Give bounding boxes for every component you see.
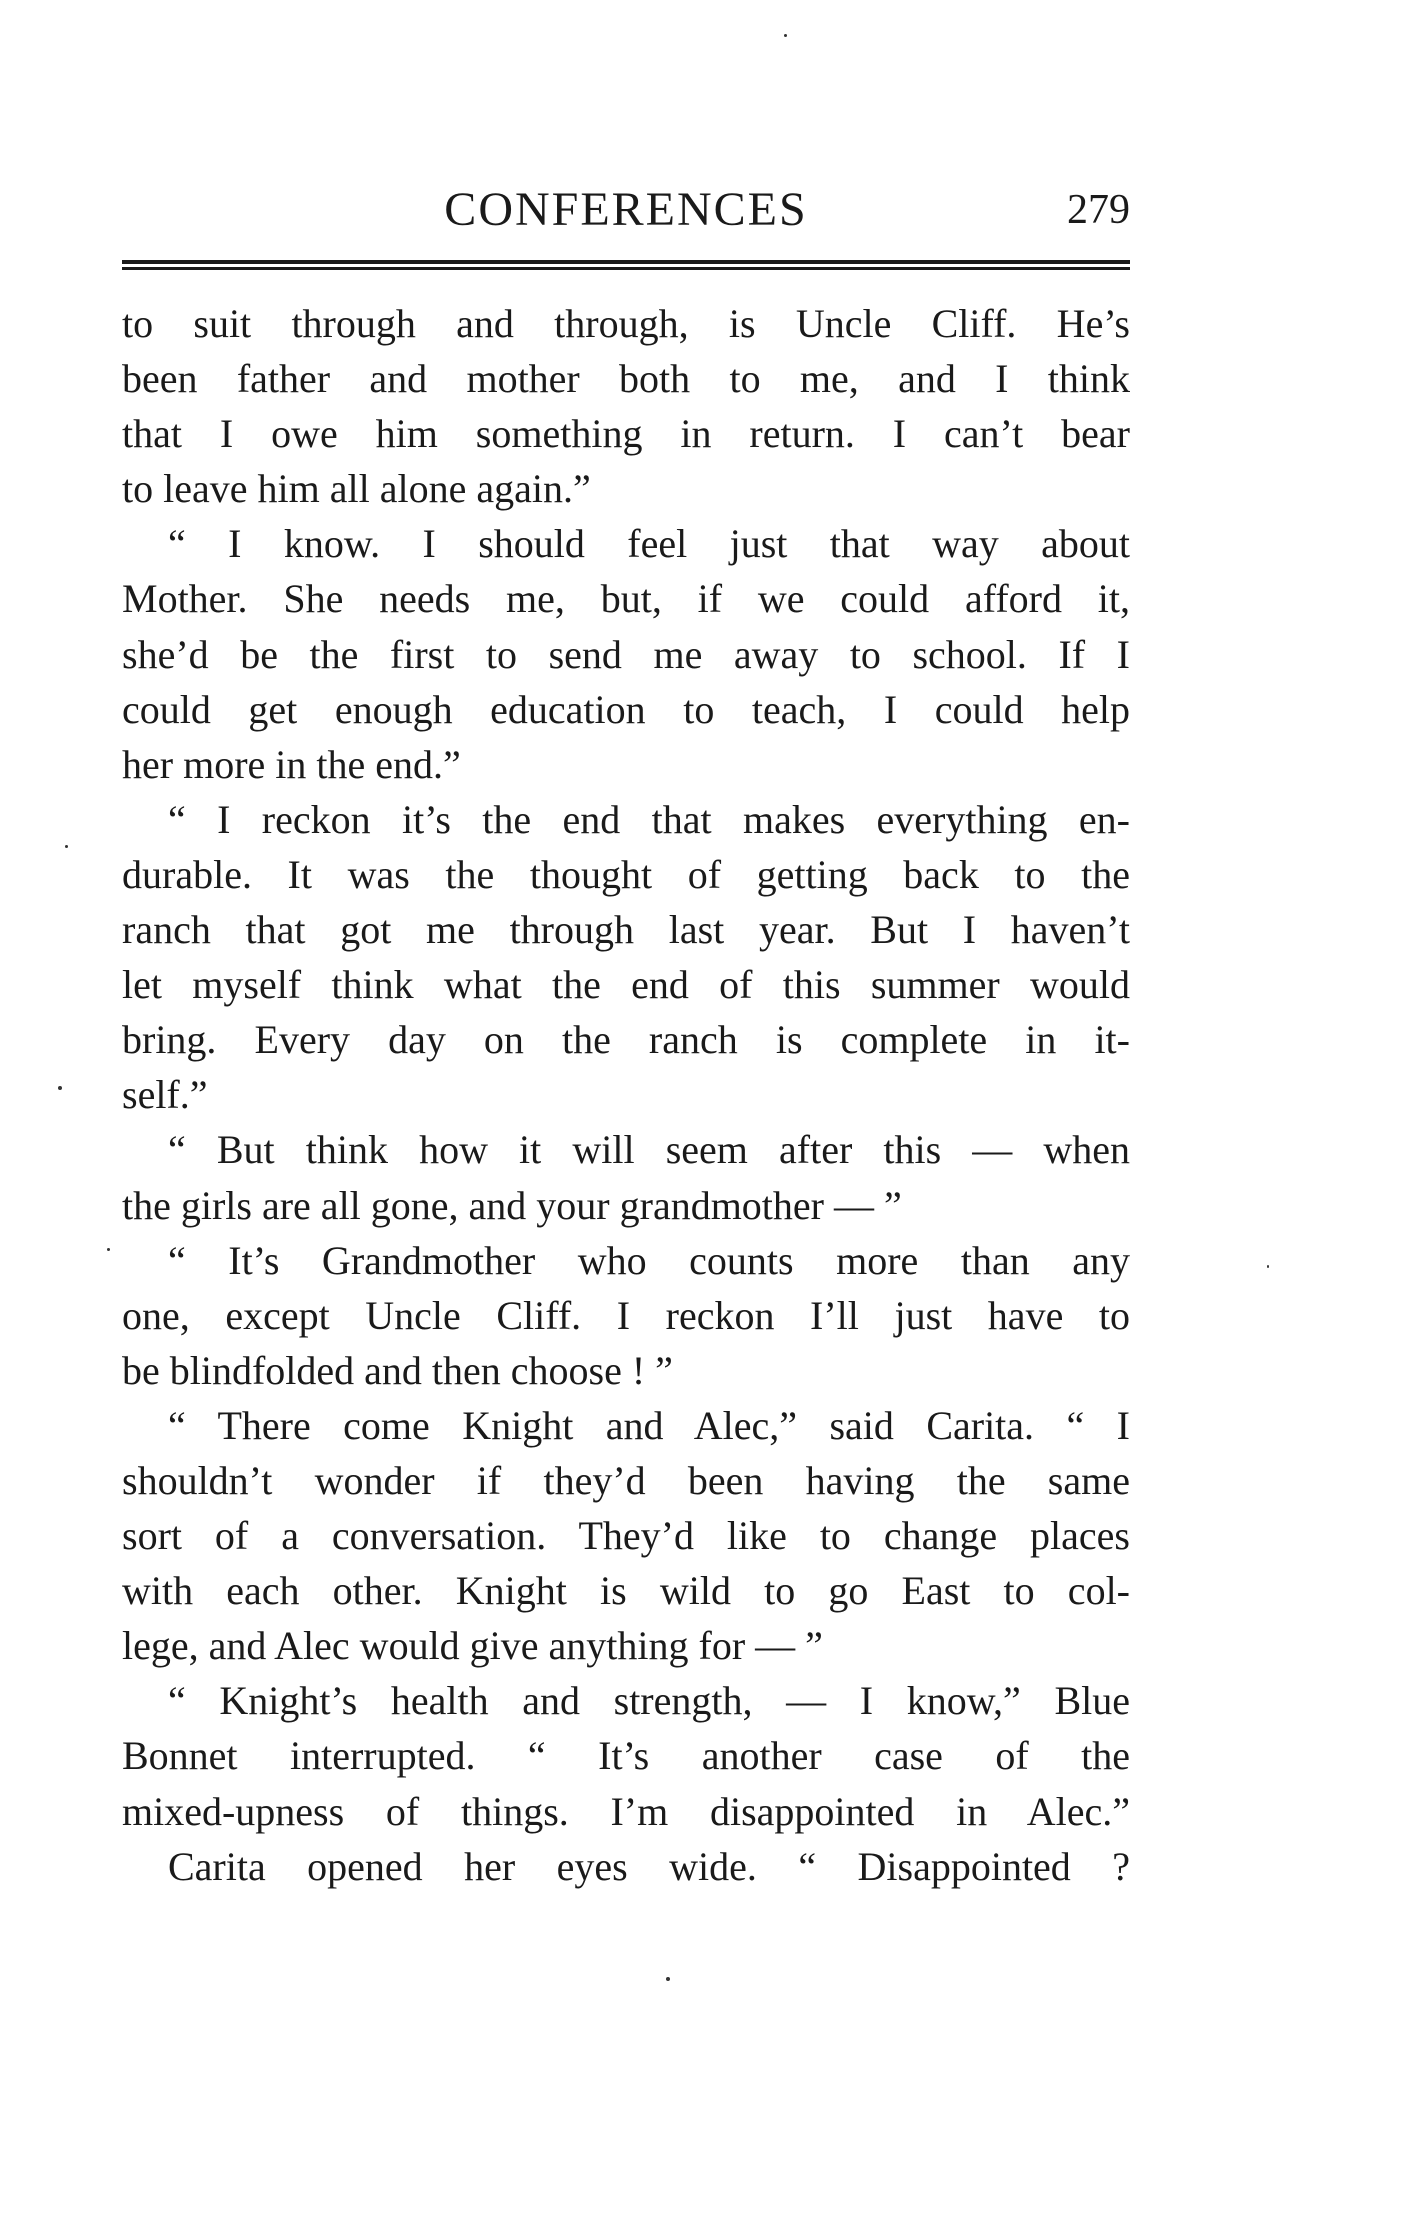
text-line: ranch that got me through last year. But I haven’t: [122, 907, 1130, 953]
page-header: [122, 180, 1130, 240]
ink-speck: [107, 1248, 110, 1251]
text-line: self.”: [122, 1072, 208, 1118]
text-line: “ I know. I should feel just that way about: [168, 521, 1130, 567]
text-line: one, except Uncle Cliff. I reckon I’ll just have to: [122, 1292, 1130, 1338]
text-line: Bonnet interrupted. “ It’s another case of the: [122, 1733, 1130, 1779]
header-rule-top: [122, 260, 1130, 264]
text-line: “ Knight’s health and strength, — I know,” Blue: [168, 1678, 1130, 1724]
ink-speck: [65, 845, 68, 848]
ink-speck: [58, 1086, 62, 1090]
page-number: 279: [1067, 187, 1130, 233]
text-line: durable. It was the thought of getting back to the: [122, 851, 1130, 897]
text-line: been father and mother both to me, and I think: [122, 356, 1130, 402]
text-line: shouldn’t wonder if they’d been having the same: [122, 1457, 1130, 1503]
text-line: “ It’s Grandmother who counts more than any: [168, 1237, 1130, 1283]
text-line: “ I reckon it’s the end that makes everything en-: [168, 796, 1130, 842]
text-line: to suit through and through, is Uncle Cliff. He’s: [122, 301, 1130, 346]
text-line: her more in the end.”: [122, 741, 461, 787]
ink-speck: [1267, 1265, 1269, 1268]
text-line: that I owe him something in return. I can’t bear: [122, 411, 1130, 457]
body-text: [122, 296, 1130, 1894]
text-line: to leave him all alone again.”: [122, 466, 591, 512]
ink-speck: [784, 34, 787, 37]
text-line: the girls are all gone, and your grandmother — ”: [122, 1182, 902, 1228]
text-line: Carita opened her eyes wide. “ Disappointed ?: [168, 1843, 1130, 1889]
running-head: CONFERENCES: [444, 183, 808, 236]
text-line: lege, and Alec would give anything for — ”: [122, 1623, 823, 1669]
text-line: sort of a conversation. They’d like to change places: [122, 1513, 1130, 1559]
text-line: with each other. Knight is wild to go East to col-: [122, 1568, 1130, 1614]
text-line: bring. Every day on the ranch is complete in it-: [122, 1017, 1130, 1063]
text-line: she’d be the first to send me away to school. If I: [122, 631, 1130, 677]
text-line: let myself think what the end of this summer would: [122, 962, 1130, 1008]
ink-speck: [666, 1977, 670, 1981]
text-line: “ There come Knight and Alec,” said Carita. “ I: [168, 1402, 1130, 1448]
text-line: mixed-upness of things. I’m disappointed in Alec.”: [122, 1788, 1130, 1834]
text-line: be blindfolded and then choose ! ”: [122, 1347, 673, 1393]
text-line: Mother. She needs me, but, if we could afford it,: [122, 576, 1130, 622]
text-line: could get enough education to teach, I could help: [122, 686, 1130, 732]
text-line: “ But think how it will seem after this — when: [168, 1127, 1130, 1173]
header-rule-bottom: [122, 267, 1130, 270]
